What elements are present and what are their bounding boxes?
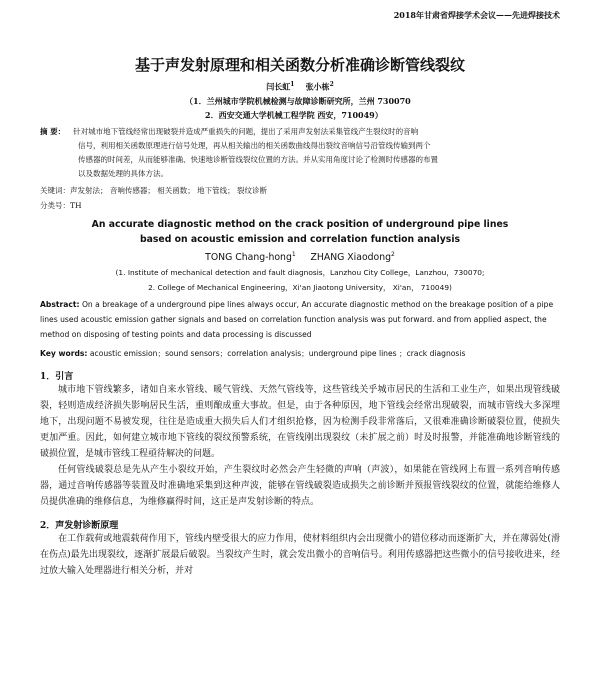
english-title-line: based on acoustic emission and correlation function analysis [139, 233, 461, 245]
paper-title: 基于声发射原理和相关函数分析准确诊断管线裂纹 [134, 56, 465, 74]
author-2: 张小栋 [305, 81, 330, 92]
affiliation-cn-1: （1．兰州城市学院机械检测与故障诊断研究所，兰州 730070 [185, 95, 411, 106]
author-1: 闫长虹 [266, 81, 291, 92]
en-author-2: ZHANG Xiaodong [310, 251, 392, 263]
section-paragraph: 任何管线破裂总是先从产生小裂纹开始，产生裂纹时必然会产生轻微的声响（声波），如果能在管线网上布置一系列音响传感器，通过音响传感器等装置及时准确地采集到这种声波，能够在管线破裂造成损失之前诊断并预报管线裂纹的位置，就能给维修人员提供准确的维修信息，为维修赢得时间，这正是声发射诊断的特点。 [40, 464, 560, 507]
english-authors [40, 251, 560, 263]
author-1-sup: 1 [290, 81, 295, 88]
english-keywords-text: acoustic emission；sound sensors；correlation analysis；underground pipe lines ；crack diagnosis [89, 348, 466, 358]
abstract-cn-line: 信号，利用相关函数原理进行信号处理，再从相关输出的相关函数曲线得出裂纹音响信号沿管线传输到两个 [78, 140, 431, 150]
en-author-2-sup: 2 [391, 250, 395, 258]
en-author-1-sup: 1 [291, 250, 296, 258]
abstract-cn-label: 摘 要： [40, 126, 66, 136]
english-title [40, 217, 560, 247]
abstract-cn [40, 125, 560, 181]
english-affiliation-2: 2. College of Mechanical Engineering，Xi'an Jiaotong University， Xi'an， 710049) [148, 282, 452, 292]
abstract-cn-line: 传感器的时间差，从而能够准确、快速地诊断管线裂纹位置的方法。并从实用角度讨论了检测时传感器的布置 [78, 154, 438, 164]
abstract-cn-line: 以及数据处理的具体方法。 [78, 168, 168, 178]
english-abstract-text: On a breakage of a underground pipe lines always occur, An accurate diagnostic method on the breakage position of a pipe lines used acoustic emission gather signals and based on correlation function analysis was put forward. and from applied aspect, the method on disposing of testing points and data processing is discussed [40, 299, 554, 339]
english-keywords-label: Key words: [40, 348, 88, 358]
english-title-line: An accurate diagnostic method on the crack position of underground pipe lines [91, 218, 509, 230]
section-paragraph: 在工作载荷或地震载荷作用下，管线内壁受很大的应力作用，使材料组织内会出现微小的错位移动而逐渐扩大，并在薄弱处(滑在伤点)最先出现裂纹，逐渐扩展最后破裂。当裂纹产生时，就会发出微小的音响信号。利用传感器把这些微小的信号接收进来，经过放大输入处理器进行相关分析，并对 [40, 533, 560, 576]
abstract-cn-line: 针对城市地下管线经常出现破裂并造成严重损失的问题，提出了采用声发射法采集管线产生裂纹时的音响 [73, 126, 419, 136]
english-abstract-label: Abstract: [40, 299, 80, 309]
english-abstract [40, 297, 560, 342]
english-keywords [40, 346, 560, 361]
section-paragraph: 城市地下管线繁多，诸如自来水管线、暖气管线、天然气管线等，这些管线关乎城市居民的生活和工业生产，如果出现管线破裂，轻则造成经济损失影响居民生活，重则酿成重大事故。但是，由于各种原因，地下管线会经常出现破裂，而城市管线大多深埋地下，出现问题不易被发现，往往是造成重大损失后人们才组织抢修，因为检测手段非常落后，又很难准确诊断破裂位置，使损失更加严重。因此，如何建立城市地下管线的裂纹预警系统，在管线刚出现裂纹（未扩展之前）时及时报警，并能准确地诊断管线的破损位置，是城市管线工程亟待解决的问题。 [40, 384, 560, 459]
author-2-sup: 2 [329, 81, 334, 88]
english-affiliation-1: (1. Institute of mechanical detection and fault diagnosis，Lanzhou City College，Lanzhou，730070; [115, 267, 485, 277]
classification: 分类号：TH [40, 200, 82, 210]
authors-cn [40, 81, 560, 93]
keywords-cn: 关键词：声发射法； 音响传感器； 相关函数； 地下管线； 裂纹诊断 [40, 185, 268, 195]
en-author-1: TONG Chang-hong [205, 251, 292, 263]
section-heading: 2．声发射诊断原理 [40, 520, 119, 531]
affiliation-cn-2: 2．西安交通大学机械工程学院 西安，710049） [205, 109, 383, 120]
running-header: 2018年甘肃省焊接学术会议——先进焊接技术 [393, 10, 560, 20]
section-heading: 1．引言 [40, 371, 74, 382]
